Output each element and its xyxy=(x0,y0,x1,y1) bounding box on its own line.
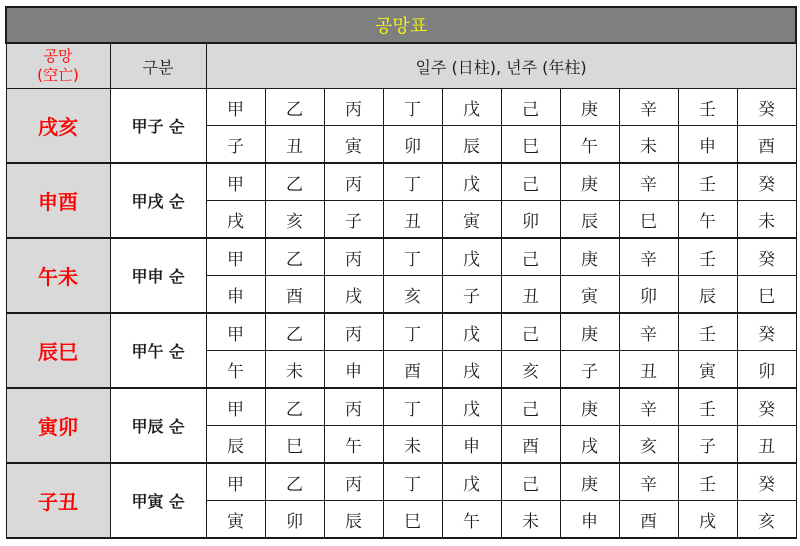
branch-cell[interactable]: 丑 xyxy=(383,201,442,239)
header-row xyxy=(6,43,796,89)
branch-cell[interactable]: 酉 xyxy=(383,351,442,389)
branch-cell[interactable]: 申 xyxy=(206,276,265,314)
branch-cell[interactable]: 酉 xyxy=(265,276,324,314)
stem-cell[interactable]: 甲 xyxy=(206,89,265,126)
branch-cell[interactable]: 戌 xyxy=(560,426,619,464)
stem-cell[interactable]: 丙 xyxy=(324,313,383,351)
stem-cell[interactable]: 乙 xyxy=(265,238,324,276)
branch-cell[interactable]: 未 xyxy=(265,351,324,389)
stem-cell[interactable]: 丁 xyxy=(383,238,442,276)
stem-cell[interactable]: 辛 xyxy=(619,463,678,501)
stem-cell[interactable]: 壬 xyxy=(678,89,737,126)
stem-cell[interactable]: 癸 xyxy=(737,313,796,351)
branch-cell[interactable]: 辰 xyxy=(560,201,619,239)
stem-cell[interactable]: 戊 xyxy=(442,163,501,201)
table-row-gan xyxy=(6,463,796,501)
branch-cell[interactable]: 寅 xyxy=(206,501,265,539)
stem-cell[interactable]: 庚 xyxy=(560,463,619,501)
branch-cell[interactable]: 巳 xyxy=(383,501,442,539)
stem-cell[interactable]: 己 xyxy=(501,163,560,201)
stem-cell[interactable]: 壬 xyxy=(678,163,737,201)
branch-cell[interactable]: 午 xyxy=(206,351,265,389)
stem-cell[interactable]: 壬 xyxy=(678,313,737,351)
stem-cell[interactable]: 乙 xyxy=(265,388,324,426)
branch-cell[interactable]: 子 xyxy=(324,201,383,239)
stem-cell[interactable]: 丁 xyxy=(383,163,442,201)
header-kongmang-label: 공망 xyxy=(43,47,73,65)
branch-cell[interactable]: 未 xyxy=(737,201,796,239)
stem-cell[interactable]: 戊 xyxy=(442,388,501,426)
stem-cell[interactable]: 辛 xyxy=(619,238,678,276)
branch-cell[interactable]: 亥 xyxy=(265,201,324,239)
stem-cell[interactable]: 己 xyxy=(501,89,560,126)
stem-cell[interactable]: 癸 xyxy=(737,238,796,276)
stem-cell[interactable]: 戊 xyxy=(442,313,501,351)
table-row-gan xyxy=(6,313,796,351)
stem-cell[interactable]: 己 xyxy=(501,313,560,351)
branch-cell[interactable]: 申 xyxy=(324,351,383,389)
stem-cell[interactable]: 丁 xyxy=(383,89,442,126)
branch-cell[interactable]: 戌 xyxy=(678,501,737,539)
kongmang-table xyxy=(5,6,797,539)
stem-cell[interactable]: 甲 xyxy=(206,463,265,501)
branch-cell[interactable]: 酉 xyxy=(501,426,560,464)
xun-cell[interactable]: 甲辰 순 xyxy=(110,388,206,463)
kongmang-cell[interactable]: 戌亥 xyxy=(6,89,110,164)
branch-cell[interactable]: 辰 xyxy=(206,426,265,464)
branch-cell[interactable]: 亥 xyxy=(501,351,560,389)
stem-cell[interactable]: 戊 xyxy=(442,463,501,501)
branch-cell[interactable]: 午 xyxy=(560,126,619,164)
stem-cell[interactable]: 壬 xyxy=(678,238,737,276)
header-kongmang[interactable] xyxy=(6,43,110,89)
stem-cell[interactable]: 庚 xyxy=(560,388,619,426)
xun-cell[interactable]: 甲申 순 xyxy=(110,238,206,313)
stem-cell[interactable]: 甲 xyxy=(206,238,265,276)
branch-cell[interactable]: 子 xyxy=(206,126,265,164)
stem-cell[interactable]: 丙 xyxy=(324,89,383,126)
branch-cell[interactable]: 寅 xyxy=(560,276,619,314)
branch-cell[interactable]: 丑 xyxy=(265,126,324,164)
kongmang-cell[interactable]: 寅卯 xyxy=(6,388,110,463)
table-title[interactable]: 공망표 xyxy=(6,7,796,43)
header-kongmang-hanja: (空亡) xyxy=(37,66,79,84)
table-row-gan xyxy=(6,238,796,276)
branch-cell[interactable]: 未 xyxy=(383,426,442,464)
table-row-gan xyxy=(6,163,796,201)
stem-cell[interactable]: 辛 xyxy=(619,89,678,126)
branch-cell[interactable]: 丑 xyxy=(619,351,678,389)
branch-cell[interactable]: 卯 xyxy=(383,126,442,164)
stem-cell[interactable]: 癸 xyxy=(737,463,796,501)
branch-cell[interactable]: 酉 xyxy=(737,126,796,164)
stem-cell[interactable]: 丙 xyxy=(324,238,383,276)
stem-cell[interactable]: 丙 xyxy=(324,463,383,501)
stem-cell[interactable]: 壬 xyxy=(678,463,737,501)
branch-cell[interactable]: 辰 xyxy=(678,276,737,314)
branch-cell[interactable]: 申 xyxy=(442,426,501,464)
stem-cell[interactable]: 甲 xyxy=(206,388,265,426)
branch-cell[interactable]: 辰 xyxy=(324,501,383,539)
xun-cell[interactable]: 甲午 순 xyxy=(110,313,206,388)
branch-cell[interactable]: 子 xyxy=(560,351,619,389)
table-row-gan xyxy=(6,89,796,126)
stem-cell[interactable]: 辛 xyxy=(619,313,678,351)
branch-cell[interactable]: 申 xyxy=(560,501,619,539)
branch-cell[interactable]: 酉 xyxy=(619,501,678,539)
stem-cell[interactable]: 乙 xyxy=(265,463,324,501)
stem-cell[interactable]: 癸 xyxy=(737,163,796,201)
branch-cell[interactable]: 未 xyxy=(501,501,560,539)
kongmang-cell[interactable]: 辰巳 xyxy=(6,313,110,388)
stem-cell[interactable]: 己 xyxy=(501,388,560,426)
branch-cell[interactable]: 戌 xyxy=(324,276,383,314)
xun-cell[interactable]: 甲寅 순 xyxy=(110,463,206,538)
stem-cell[interactable]: 壬 xyxy=(678,388,737,426)
stem-cell[interactable]: 己 xyxy=(501,463,560,501)
branch-cell[interactable]: 申 xyxy=(678,126,737,164)
stem-cell[interactable]: 乙 xyxy=(265,163,324,201)
stem-cell[interactable]: 庚 xyxy=(560,238,619,276)
branch-cell[interactable]: 寅 xyxy=(678,351,737,389)
branch-cell[interactable]: 午 xyxy=(442,501,501,539)
stem-cell[interactable]: 庚 xyxy=(560,89,619,126)
stem-cell[interactable]: 丁 xyxy=(383,463,442,501)
branch-cell[interactable]: 丑 xyxy=(737,426,796,464)
stem-cell[interactable]: 乙 xyxy=(265,89,324,126)
stem-cell[interactable]: 辛 xyxy=(619,163,678,201)
branch-cell[interactable]: 寅 xyxy=(324,126,383,164)
kongmang-cell[interactable]: 申酉 xyxy=(6,163,110,238)
stem-cell[interactable]: 丙 xyxy=(324,388,383,426)
kongmang-cell[interactable]: 午未 xyxy=(6,238,110,313)
branch-cell[interactable]: 午 xyxy=(678,201,737,239)
stem-cell[interactable]: 辛 xyxy=(619,388,678,426)
branch-cell[interactable]: 戌 xyxy=(442,351,501,389)
branch-cell[interactable]: 午 xyxy=(324,426,383,464)
kongmang-cell[interactable]: 子丑 xyxy=(6,463,110,538)
stem-cell[interactable]: 癸 xyxy=(737,388,796,426)
branch-cell[interactable]: 辰 xyxy=(442,126,501,164)
branch-cell[interactable]: 卯 xyxy=(265,501,324,539)
stem-cell[interactable]: 戊 xyxy=(442,238,501,276)
branch-cell[interactable]: 巳 xyxy=(619,201,678,239)
branch-cell[interactable]: 巳 xyxy=(737,276,796,314)
title-row xyxy=(6,7,796,43)
stem-cell[interactable]: 庚 xyxy=(560,163,619,201)
xun-cell[interactable]: 甲子 순 xyxy=(110,89,206,164)
stem-cell[interactable]: 癸 xyxy=(737,89,796,126)
stem-cell[interactable]: 甲 xyxy=(206,163,265,201)
branch-cell[interactable]: 戌 xyxy=(206,201,265,239)
branch-cell[interactable]: 寅 xyxy=(442,201,501,239)
branch-cell[interactable]: 卯 xyxy=(619,276,678,314)
stem-cell[interactable]: 丙 xyxy=(324,163,383,201)
branch-cell[interactable]: 亥 xyxy=(383,276,442,314)
branch-cell[interactable]: 卯 xyxy=(737,351,796,389)
xun-cell[interactable]: 甲戌 순 xyxy=(110,163,206,238)
stem-cell[interactable]: 庚 xyxy=(560,313,619,351)
branch-cell[interactable]: 未 xyxy=(619,126,678,164)
stem-cell[interactable]: 丁 xyxy=(383,388,442,426)
branch-cell[interactable]: 巳 xyxy=(265,426,324,464)
branch-cell[interactable]: 子 xyxy=(442,276,501,314)
branch-cell[interactable]: 卯 xyxy=(501,201,560,239)
stem-cell[interactable]: 甲 xyxy=(206,313,265,351)
stem-cell[interactable]: 戊 xyxy=(442,89,501,126)
branch-cell[interactable]: 巳 xyxy=(501,126,560,164)
branch-cell[interactable]: 子 xyxy=(678,426,737,464)
table-row-gan xyxy=(6,388,796,426)
header-ilju[interactable]: 일주 (日柱), 년주 (年柱) xyxy=(206,43,796,89)
branch-cell[interactable]: 丑 xyxy=(501,276,560,314)
branch-cell[interactable]: 亥 xyxy=(619,426,678,464)
stem-cell[interactable]: 己 xyxy=(501,238,560,276)
header-gubun[interactable]: 구분 xyxy=(110,43,206,89)
branch-cell[interactable]: 亥 xyxy=(737,501,796,539)
stem-cell[interactable]: 丁 xyxy=(383,313,442,351)
stem-cell[interactable]: 乙 xyxy=(265,313,324,351)
